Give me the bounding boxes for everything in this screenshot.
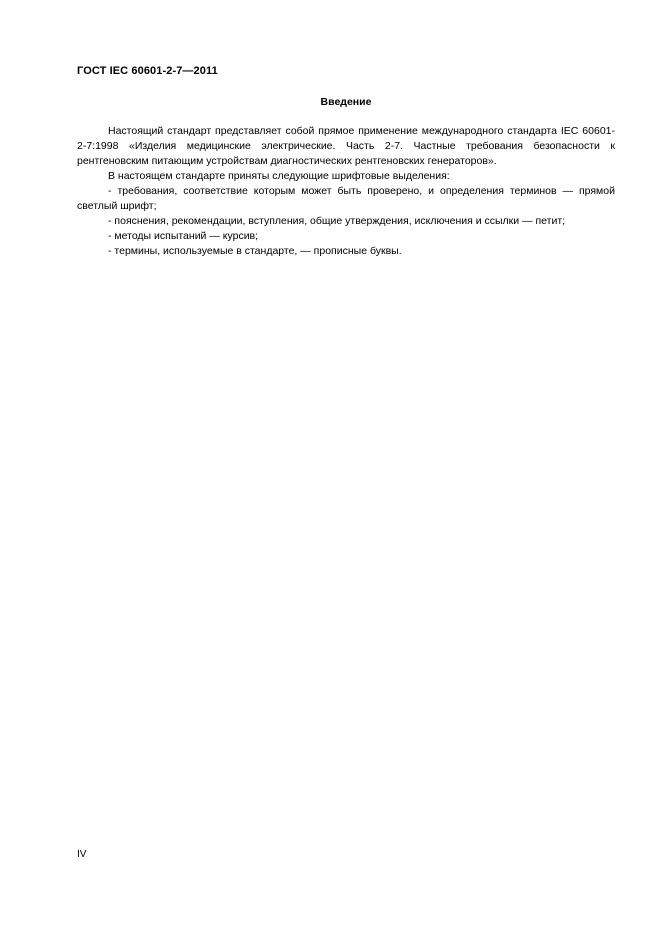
font-conventions-paragraph: В настоящем стандарте приняты следующие шрифтовые выделения:: [108, 170, 450, 182]
list-item: - пояснения, рекомендации, вступления, общие утверждения, исключения и ссылки — петит;: [108, 215, 566, 227]
list-item: - термины, используемые в стандарте, — прописные буквы.: [108, 245, 402, 257]
intro-paragraph: Настоящий стандарт представляет собой прямое применение международного стандарта IEC 60601-2-7:1998 «Изделия медицинские электрические. Часть 2-7. Частные требования безопасности к рентгеновским питающим устройствам диагностических рентгеновских генераторов».: [77, 125, 615, 167]
document-body: [77, 124, 615, 259]
document-code-header: ГОСТ IEC 60601-2-7—2011: [77, 65, 218, 77]
list-item: - требования, соответствие которым может быть проверено, и определения терминов — прямой светлый шрифт;: [77, 185, 615, 212]
page-number: IV: [77, 849, 87, 860]
list-item: - методы испытаний — курсив;: [108, 230, 259, 242]
section-title: Введение: [320, 96, 372, 108]
